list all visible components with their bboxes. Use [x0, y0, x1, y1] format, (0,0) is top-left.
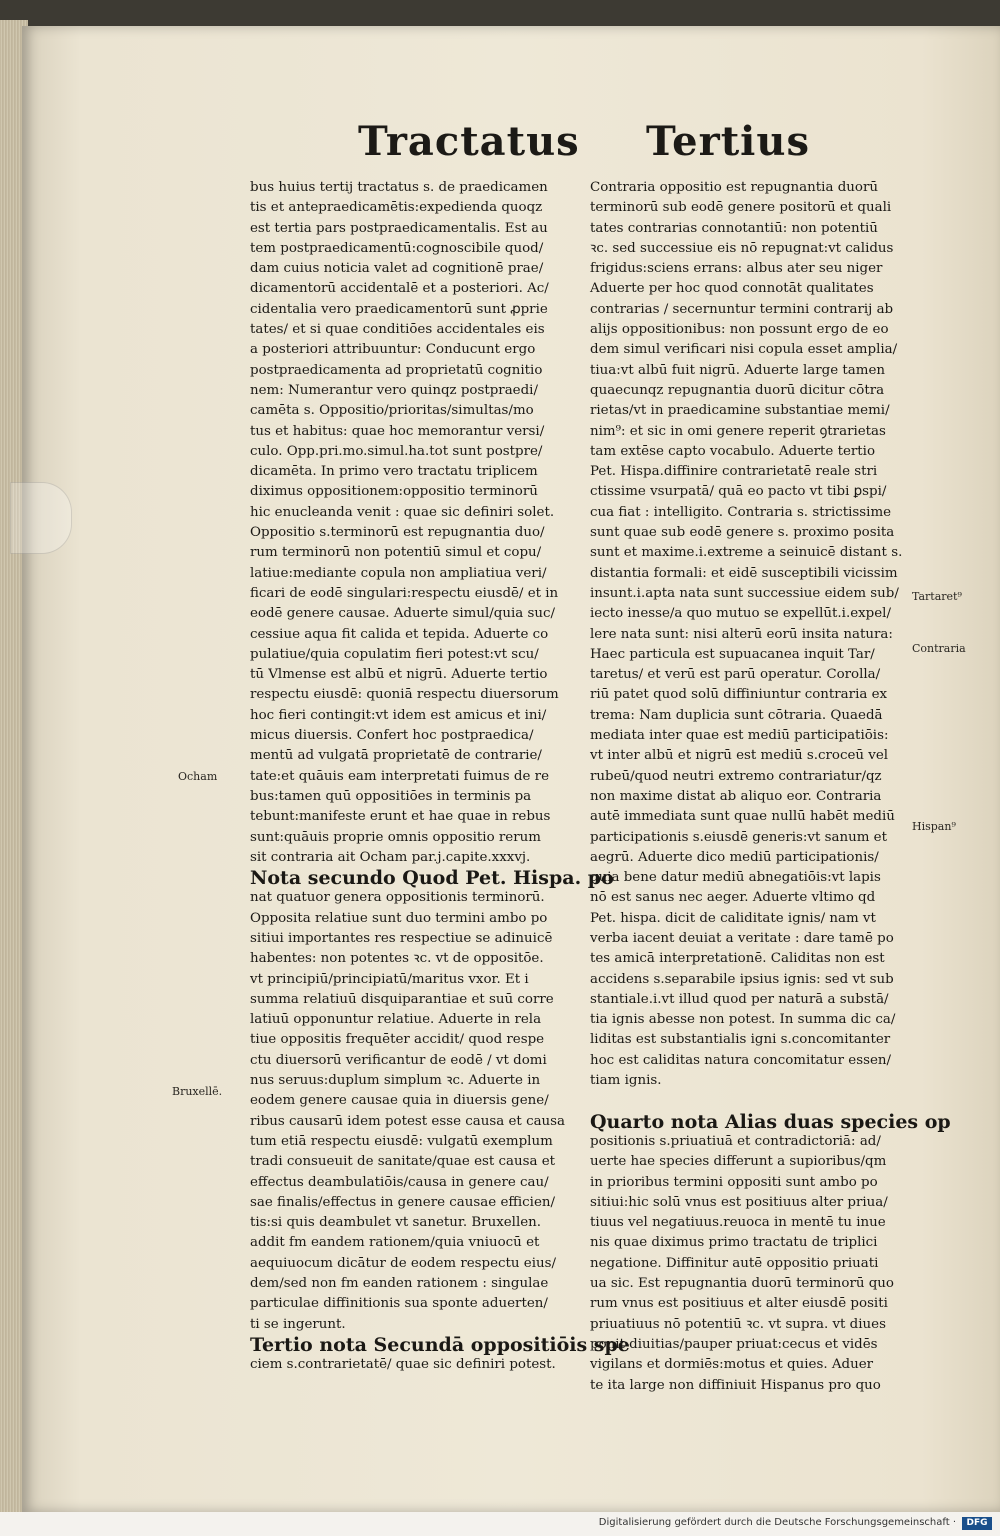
text-line: micus diuersis. Confert hoc postpraedica/	[250, 728, 534, 744]
dfg-logo: DFG	[962, 1517, 992, 1530]
footer-bar	[0, 1512, 1000, 1536]
text-line: dicamentorū accidentalē et a posteriori. Ac/	[250, 281, 549, 297]
text-line: rum terminorū non potentiū simul et copu/	[250, 545, 542, 561]
text-line: contrarias / secernuntur termini contrarij ab	[590, 301, 894, 317]
text-line: latiue:mediante copula non ampliatiua veri/	[250, 565, 547, 581]
text-line: accidens s.separabile ipsius ignis: sed vt sub	[590, 971, 894, 987]
text-line: pulatiue/quia copulatim fieri potest:vt scu/	[250, 646, 539, 662]
text-line: negatione. Diffinitur autē oppositio priuati	[590, 1255, 879, 1271]
text-line: nō est sanus nec aeger. Aduerte vltimo qd	[590, 890, 876, 906]
text-line: rum vnus est positiuus et alter eiusdē positi	[590, 1296, 888, 1312]
text-line: frigidus:sciens errans: albus ater seu niger	[590, 261, 883, 277]
text-line: Haec particula est supuacanea inquit Tar/	[590, 646, 875, 662]
text-line: sitiui importantes res respectiue se adinuicē	[250, 930, 553, 946]
text-line: tates contrarias connotantiū: non potentiū	[590, 220, 878, 236]
text-line: nim⁹: et sic in omi genere reperit ꝯtrarietas	[590, 423, 886, 439]
text-line: tem postpraedicamentū:cognoscibile quod/	[250, 240, 544, 256]
text-line: tis et antepraedicamētis:expedienda quoqz	[250, 200, 543, 216]
text-line: participationis s.eiusdē generis:vt sanum et	[590, 829, 887, 845]
running-head-left: Tractatus	[358, 118, 580, 165]
text-line: Nota secundo Quod Pet. Hispa. po	[250, 867, 614, 890]
margin-note-bruxellen: Bruxellē.	[172, 1085, 223, 1098]
text-line: te ita large non diffiniuit Hispanus pro quo	[590, 1377, 881, 1393]
text-line: ctu diuersorū verificantur de eodē / vt domi	[250, 1052, 547, 1068]
text-line: terminorū sub eodē genere positorū et quali	[590, 200, 892, 216]
text-line: aegrū. Aduerte dico mediū participationis/	[590, 849, 879, 865]
text-line: dam cuius noticia valet ad cognitionē prae/	[250, 261, 544, 277]
text-line: tus et habitus: quae hoc memorantur versi/	[250, 423, 545, 439]
text-line: Quarto nota Alias duas species op	[590, 1110, 951, 1133]
text-line: tates/ et si quae conditiōes accidentales eis	[250, 322, 545, 338]
text-line: habentes: non potentes ꝛc. vt de oppositōe.	[250, 951, 544, 967]
text-line: tes amicā interpretationē. Caliditas non est	[590, 951, 885, 967]
text-line: ponit diuitias/pauper priuat:cecus et vidēs	[590, 1336, 878, 1352]
text-line: insunt.i.apta nata sunt successiue eidem sub/	[590, 585, 899, 601]
text-line: tiua:vt albū fuit nigrū. Aduerte large tamen	[590, 362, 886, 378]
text-line: in prioribus termini oppositi sunt ambo po	[590, 1174, 878, 1190]
text-line: hic enucleanda venit : quae sic definiri solet.	[250, 504, 555, 520]
text-line: sunt et maxime.i.extreme a seinuicē distant s.	[590, 545, 903, 561]
text-line: postpraedicamenta ad proprietatū cognitio	[250, 362, 543, 378]
text-line: uerte hae species differunt a supioribus/qm	[590, 1154, 887, 1170]
text-line: ꝛc. sed successiue eis nō repugnat:vt calidus	[590, 240, 894, 256]
text-line: culo. Opp.pri.mo.simul.ha.tot sunt postpre/	[250, 443, 543, 459]
margin-note-contraria: Contraria	[912, 642, 966, 655]
text-line: Contraria oppositio est repugnantia duorū	[590, 180, 878, 195]
text-line: ficari de eodē singulari:respectu eiusdē/ et in	[250, 585, 559, 601]
text-line: nem: Numerantur vero quinqz postpraedi/	[250, 382, 538, 398]
text-line: camēta s. Oppositio/prioritas/simultas/mo	[250, 403, 534, 419]
text-line: aequiuocum dicātur de eodem respectu eius/	[250, 1255, 557, 1271]
text-line: Aduerte per hoc quod connotāt qualitates	[590, 281, 874, 297]
text-line: rubeū/quod neutri extremo contrariatur/qz	[590, 768, 882, 784]
text-line	[590, 1091, 898, 1111]
text-line: ti se ingerunt.	[250, 1316, 346, 1332]
text-line: mediata inter quae est mediū participatiōis:	[590, 728, 889, 744]
text-line: sunt:quāuis proprie omnis oppositio rerum	[250, 829, 541, 845]
text-line: bus huius tertij tractatus s. de praedicamen	[250, 180, 548, 195]
text-line: non maxime distat ab aliquo eor. Contraria	[590, 788, 882, 804]
text-line: diximus oppositionem:oppositio terminorū	[250, 484, 538, 500]
text-line: ctissime vsurpatā/ quā eo pacto vt tibi ꝑspi/	[590, 484, 887, 500]
text-line: alijs oppositionibus: non possunt ergo de eo	[590, 322, 889, 338]
running-head-right: Tertius	[646, 118, 810, 165]
text-line: lere nata sunt: nisi alterū eorū insita natura:	[590, 626, 893, 642]
text-line: nat quatuor genera oppositionis terminorū.	[250, 890, 545, 906]
text-line: addit fm eandem rationem/quia vniuocū et	[250, 1235, 540, 1251]
text-line: Pet. Hispa.diffinire contrarietatē reale stri	[590, 464, 878, 480]
text-line: taretus/ et verū est parū operatur. Corolla/	[590, 667, 881, 683]
text-line: effectus deambulatiōis/causa in genere cau/	[250, 1174, 549, 1190]
text-line: tum etiā respectu eiusdē: vulgatū exemplum	[250, 1133, 553, 1149]
text-line: hoc fieri contingit:vt idem est amicus et ini/	[250, 707, 547, 723]
text-line: tū Vlmense est albū et nigrū. Aduerte tertio	[250, 667, 548, 683]
margin-note-tartaretus: Tartaret⁹	[912, 590, 962, 603]
text-line: liditas est substantialis igni s.concomitanter	[590, 1032, 891, 1048]
page-clip	[10, 482, 72, 554]
text-line: respectu eiusdē: quoniā respectu diuersorum	[250, 687, 559, 703]
text-line: particulae diffinitionis sua sponte aduerten/	[250, 1296, 548, 1312]
text-line: quia bene datur mediū abnegatiōis:vt lapis	[590, 870, 881, 886]
text-line: cua fiat : intelligito. Contraria s. strictissime	[590, 504, 892, 520]
text-line: latiuū opponuntur relatiue. Aduerte in rela	[250, 1012, 542, 1028]
text-line: verba iacent deuiat a veritate : dare tamē po	[590, 930, 894, 946]
text-line: sit contraria ait Ocham par.j.capite.xxxvj.	[250, 849, 531, 865]
text-line: stantiale.i.vt illud quod per naturā a substā/	[590, 991, 889, 1007]
text-line: tiue oppositis frequēter accidit/ quod respe	[250, 1032, 545, 1048]
text-line: summa relatiuū disquiparantiae et suū corre	[250, 991, 554, 1007]
text-line: eodē genere causae. Aduerte simul/quia suc/	[250, 606, 556, 622]
text-line: tebunt:manifeste erunt et hae quae in rebus	[250, 809, 551, 825]
text-line: dicamēta. In primo vero tractatu triplicem	[250, 464, 538, 480]
text-line: ua sic. Est repugnantia duorū terminorū quo	[590, 1276, 894, 1292]
text-line: cessiue aqua fit calida et tepida. Aduerte co	[250, 626, 549, 642]
text-line: Tertio nota Secundā oppositiōis spe	[250, 1333, 630, 1356]
text-line: vt principiū/principiatū/maritus vxor. Et i	[250, 971, 529, 987]
text-line: tiam ignis.	[590, 1073, 662, 1089]
text-line: hoc est caliditas natura concomitatur essen/	[590, 1052, 892, 1068]
text-line: dem simul verificari nisi copula esset amplia/	[590, 342, 898, 358]
text-line: Opposita relatiue sunt duo termini ambo po	[250, 910, 548, 926]
text-line: eodem genere causae quia in diuersis gene/	[250, 1093, 549, 1109]
margin-note-ocham: Ocham	[178, 770, 218, 783]
text-line: tiuus vel negatiuus.reuoca in mentē tu inue	[590, 1215, 886, 1231]
text-line: sunt quae sub eodē genere s. proximo posita	[590, 525, 895, 541]
text-line: riū patet quod solū diffiniuntur contraria ex	[590, 687, 888, 703]
text-line: quaecunqz repugnantia duorū dicitur cōtra	[590, 382, 885, 398]
footer-text: Digitalisierung gefördert durch die Deutsche Forschungsgemeinschaft ·	[598, 1517, 956, 1528]
text-line: positionis s.priuatiuā et contradictoriā: ad/	[590, 1133, 881, 1149]
text-line: tia ignis abesse non potest. In summa dic ca/	[590, 1012, 896, 1028]
text-line: ribus causarū idem potest esse causa et causa	[250, 1113, 566, 1129]
text-line: tate:et quāuis eam interpretati fuimus de re	[250, 768, 550, 784]
text-line: vt inter albū et nigrū est mediū s.croceū vel	[590, 748, 889, 764]
text-line: trema: Nam duplicia sunt cōtraria. Quaedā	[590, 707, 883, 723]
text-line: cidentalia vero praedicamentorū sunt ꝓprie	[250, 301, 548, 317]
text-line: autē immediata sunt quae nullū habēt mediū	[590, 809, 895, 825]
text-line: tis:si quis deambulet vt sanetur. Bruxellen.	[250, 1215, 542, 1231]
text-line: Oppositio s.terminorū est repugnantia duo/	[250, 525, 545, 541]
margin-note-hispanus: Hispan⁹	[912, 820, 956, 833]
text-line: tam extēse capto vocabulo. Aduerte tertio	[590, 443, 876, 459]
text-line: est tertia pars postpraedicamentalis. Est au	[250, 220, 548, 236]
text-line: nus seruus:duplum simplum ꝛc. Aduerte in	[250, 1073, 541, 1089]
text-line: mentū ad vulgatā proprietatē de contrarie/	[250, 748, 542, 764]
text-line: sitiui:hic solū vnus est positiuus alter priua/	[590, 1194, 888, 1210]
text-line: nis quae diximus primo tractatu de triplici	[590, 1235, 878, 1251]
text-line: rietas/vt in praedicamine substantiae memi/	[590, 403, 890, 419]
text-line: bus:tamen quū oppositiōes in terminis pa	[250, 788, 532, 804]
text-line: sae finalis/effectus in genere causae efficien/	[250, 1194, 556, 1210]
text-line: tradi consueuit de sanitate/quae est causa et	[250, 1154, 556, 1170]
text-line: dem/sed non fm eanden rationem : singulae	[250, 1276, 549, 1292]
text-line: Pet. hispa. dicit de caliditate ignis/ nam vt	[590, 910, 876, 926]
text-line: iecto inesse/a quo mutuo se expellūt.i.expel/	[590, 606, 891, 622]
text-line: priuatiuus nō potentiū ꝛc. vt supra. vt diues	[590, 1316, 886, 1332]
text-line: ciem s.contrarietatē/ quae sic definiri potest.	[250, 1357, 556, 1373]
text-line: vigilans et dormiēs:motus et quies. Aduer	[590, 1357, 874, 1373]
text-line: distantia formali: et eidē susceptibili vicissim	[590, 565, 898, 581]
text-line: a posteriori attribuuntur: Conducunt ergo	[250, 342, 536, 358]
